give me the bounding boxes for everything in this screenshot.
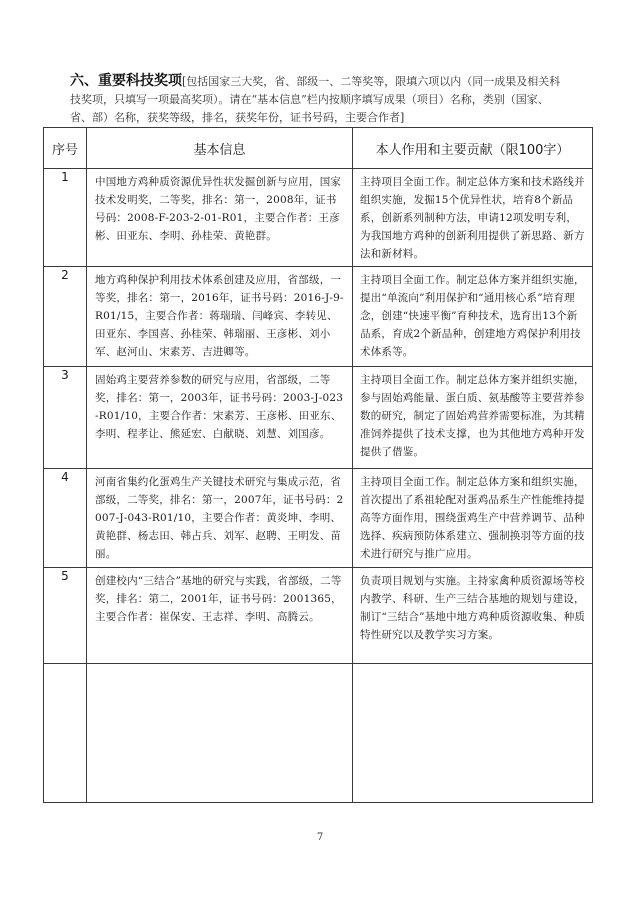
row-number: 5 [44,568,87,664]
row-contribution: 主持项目全面工作。制定总体方案并组织实施，参与固始鸡能量、蛋白质、氨基酸等主要营养参数的研究，制定了固始鸡营养需要标准，为其精准饲养提供了技术支撑，也为其他地方鸡种开发提供了借鉴。 [353,367,593,469]
row-basic-info: 中国地方鸡种质资源优异性状发掘创新与应用，国家技术发明奖，二等奖，排名：第一，2008年，证书号码：2008-F-203-2-01-R01，主要合作者：王彦彬、田亚东、李明、孙桂荣、黄艳群。 [87,169,353,267]
table-row [44,367,593,469]
row-number: 3 [44,367,87,469]
row-number: 1 [44,169,87,267]
row-number: 4 [44,469,87,568]
row-number: 2 [44,267,87,367]
table-row [44,469,593,568]
row-contribution [353,664,593,803]
row-basic-info [87,664,353,803]
table-row [44,568,593,664]
row-basic-info: 固始鸡主要营养参数的研究与应用，省部级，二等奖，排名：第一，2003年，证书号码：2003-J-023-R01/10，主要合作者：宋素芳、王彦彬、田亚东、李明、程孝让、熊延宏、白献晓、刘慧、刘国彦。 [87,367,353,469]
row-basic-info: 地方鸡种保护利用技术体系创建及应用，省部级，一等奖，排名：第一，2016年，证书号码：2016-J-9-R01/15，主要合作者：蒋瑞瑞、闫峰宾、李转见、田亚东、李国喜、孙桂荣、韩瑞丽、王彦彬、刘小军、赵河山、宋素芳、吉进卿等。 [87,267,353,367]
awards-table [43,127,593,803]
table-row [44,169,593,267]
row-number [44,664,87,803]
page-number: 7 [316,832,324,843]
row-contribution: 主持项目全面工作。制定总体方案和技术路线并组织实施，发掘15个优异性状，培育8个新品系，创新系列制种方法，申请12项发明专利，为我国地方鸡种的创新利用提供了新思路、新方法和新材料。 [353,169,593,267]
row-contribution: 负责项目规划与实施。主持家禽种质资源场等校内教学、科研、生产三结合基地的规划与建设，制订“三结合”基地中地方鸡种质资源收集、种质特性研究以及教学实习方案。 [353,568,593,664]
section-heading [70,72,570,127]
table-header-row [44,128,593,169]
header-no: 序号 [44,128,87,169]
table-row [44,267,593,367]
table-row-empty [44,664,593,803]
row-basic-info: 创建校内“三结合”基地的研究与实践，省部级，二等奖，排名：第二，2001年，证书号码：2001365，主要合作者：崔保安、王志祥、李明、高腾云。 [87,568,353,664]
row-contribution: 主持项目全面工作。制定总体方案并组织实施，提出“单流向”利用保护和“通用核心系”培育理念，创建“快速平衡”育种技术，选育出13个新品系，育成2个新品种，创建地方鸡保护利用技术体系等。 [353,267,593,367]
section-instructions: [包括国家三大奖，省、部级一、二等奖等，限填六项以内（同一成果及相关科技奖项，只填写一项最高奖项）。请在“基本信息”栏内按顺序填写成果（项目）名称，类别（国家、省、部）名称，获奖等级，排名，获奖年份，证书号码，主要合作者] [70,75,561,124]
header-basic-info: 基本信息 [87,128,353,169]
section-title: 六、重要科技奖项 [70,73,182,89]
header-contribution: 本人作用和主要贡献（限100字） [353,128,593,169]
row-basic-info: 河南省集约化蛋鸡生产关键技术研究与集成示范，省部级，二等奖，排名：第一，2007年，证书号码：2007-J-043-R01/10，主要合作者：黄炎坤、李明、黄艳群、杨志田、韩占兵、刘军、赵聘、王明发、苗丽。 [87,469,353,568]
row-contribution: 主持项目全面工作。制定总体方案和组织实施，首次提出了系祖轮配对蛋鸡品系生产性能维持提高等方面作用，围绕蛋鸡生产中营养调节、品种选择、疾病预防体系建立、强制换羽等方面的技术进行研究与推广应用。 [353,469,593,568]
